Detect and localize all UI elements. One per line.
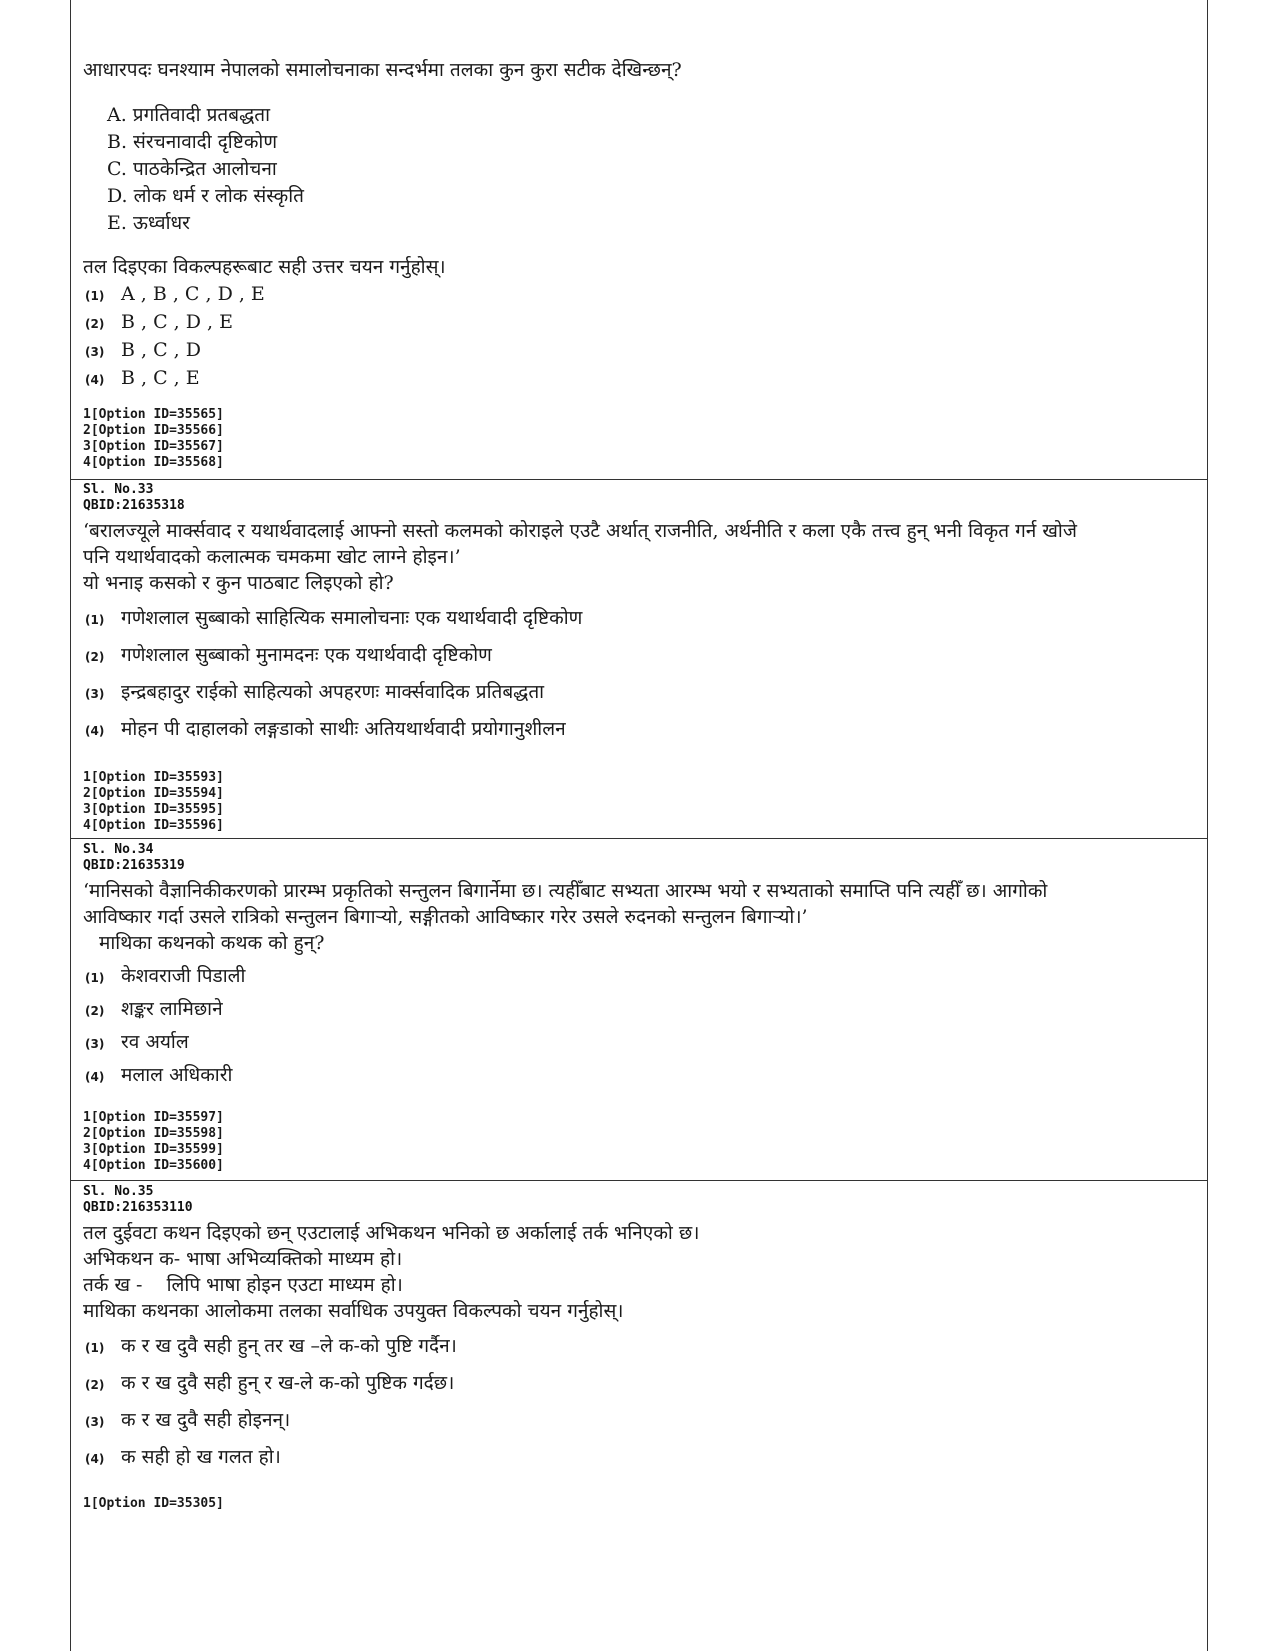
question-line: तल दुईवटा कथन दिइएको छन् एउटालाई अभिकथन भनिको छ अर्कालाई तर्क भनिएको छ। [83, 1222, 700, 1244]
question-35 [71, 1184, 1207, 1512]
choice-text: शङ्कर लामिछाने [121, 998, 223, 1020]
option-id-list [83, 1110, 1207, 1174]
choice-text: B , C , D , E [121, 311, 233, 333]
question-34 [71, 842, 1207, 1174]
choice-number: (1) [85, 1341, 105, 1355]
choice-4[interactable] [83, 715, 1207, 752]
question-bank-id: QBID:21635319 [83, 858, 185, 873]
question-header [83, 482, 1207, 514]
choice-3[interactable] [83, 678, 1207, 715]
choice-number: (1) [85, 289, 105, 303]
serial-number: Sl. No.35 [83, 1184, 154, 1199]
choice-text: क सही हो ख गलत हो। [121, 1446, 281, 1468]
option-id: 2[Option ID=35594] [83, 786, 224, 801]
choice-1[interactable] [83, 1332, 1207, 1369]
choice-text: A , B , C , D , E [121, 283, 265, 305]
serial-number: Sl. No.34 [83, 842, 154, 857]
choice-text: इन्द्रबहादुर राईको साहित्यको अपहरणः मार्क्सवादिक प्रतिबद्धता [121, 681, 545, 703]
statement-b: B. संरचनावादी दृष्टिकोण [107, 131, 278, 153]
choice-text: क र ख दुवै सही होइनन्। [121, 1409, 291, 1431]
choice-1[interactable] [83, 604, 1207, 641]
choice-number: (2) [85, 650, 105, 664]
choice-text: क र ख दुवै सही हुन् तर ख –ले क-को पुष्टि गर्दैन। [121, 1335, 457, 1357]
choice-number: (2) [85, 1004, 105, 1018]
question-header [83, 1184, 1207, 1216]
option-id: 2[Option ID=35598] [83, 1126, 224, 1141]
option-id: 4[Option ID=35568] [83, 455, 224, 470]
section-divider [71, 838, 1207, 839]
choice-number: (3) [85, 687, 105, 701]
choice-text: रव अर्याल [121, 1031, 189, 1053]
option-id: 4[Option ID=35600] [83, 1158, 224, 1173]
option-id-list [83, 407, 1207, 471]
statement-a: A. प्रगतिवादी प्रतबद्धता [107, 104, 271, 126]
option-id: 4[Option ID=35596] [83, 818, 224, 833]
choice-text: गणेशलाल सुब्बाको मुनामदनः एक यथार्थवादी दृष्टिकोण [121, 644, 492, 666]
choice-list [83, 1332, 1207, 1480]
option-id: 1[Option ID=35565] [83, 407, 224, 422]
choice-2[interactable] [83, 311, 1207, 339]
choice-2[interactable] [83, 995, 1207, 1028]
choice-3[interactable] [83, 339, 1207, 367]
choice-2[interactable] [83, 1369, 1207, 1406]
choice-number: (3) [85, 345, 105, 359]
question-32 [71, 56, 1207, 471]
question-stem: आधारपदः घनश्याम नेपालको समालोचनाका सन्दर्भमा तलका कुन कुरा सटीक देखिन्छन्? [83, 59, 682, 81]
statement-c: C. पाठकेन्द्रित आलोचना [107, 158, 277, 180]
question-line: तर्क ख - लिपि भाषा होइन एउटा माध्यम हो। [83, 1274, 403, 1296]
option-id-list [83, 770, 1207, 834]
option-id: 1[Option ID=35305] [83, 1496, 224, 1511]
choice-number: (2) [85, 1378, 105, 1392]
question-line: माथिका कथनको कथक को हुन्? [99, 932, 325, 954]
choice-1[interactable] [83, 283, 1207, 311]
question-line: अभिकथन क- भाषा अभिव्यक्तिको माध्यम हो। [83, 1248, 403, 1270]
choice-text: मलाल अधिकारी [121, 1064, 233, 1086]
section-divider [71, 479, 1207, 480]
question-bank-id: QBID:21635318 [83, 498, 185, 513]
question-line: यो भनाइ कसको र कुन पाठबाट लिइएको हो? [83, 572, 394, 594]
question-line: माथिका कथनका आलोकमा तलका सर्वाधिक उपयुक्त विकल्पको चयन गर्नुहोस्। [83, 1300, 624, 1322]
question-text [83, 878, 1207, 956]
choice-4[interactable] [83, 1061, 1207, 1094]
question-text [83, 1220, 1207, 1324]
choice-number: (1) [85, 613, 105, 627]
choice-text: गणेशलाल सुब्बाको साहित्यिक समालोचनाः एक यथार्थवादी दृष्टिकोण [121, 607, 583, 629]
statement-d: D. लोक धर्म र लोक संस्कृति [107, 185, 304, 207]
statement-list [83, 102, 1207, 237]
choice-list [83, 604, 1207, 752]
choice-text: B , C , D [121, 339, 201, 361]
option-id: 2[Option ID=35566] [83, 423, 224, 438]
choice-number: (3) [85, 1037, 105, 1051]
option-id-list [83, 1496, 1207, 1512]
choice-number: (1) [85, 971, 105, 985]
option-id: 1[Option ID=35593] [83, 770, 224, 785]
choice-4[interactable] [83, 367, 1207, 395]
choice-list [83, 962, 1207, 1094]
choice-2[interactable] [83, 641, 1207, 678]
choice-number: (4) [85, 1070, 105, 1084]
option-id: 3[Option ID=35567] [83, 439, 224, 454]
choice-text: मोहन पी दाहालको लङ्गडाको साथीः अतियथार्थवादी प्रयोगानुशीलन [121, 718, 566, 740]
instruction-text: तल दिइएका विकल्पहरूबाट सही उत्तर चयन गर्नुहोस्। [83, 256, 446, 278]
choice-number: (3) [85, 1415, 105, 1429]
choice-text: केशवराजी पिडाली [121, 965, 246, 987]
choice-number: (4) [85, 724, 105, 738]
choice-4[interactable] [83, 1443, 1207, 1480]
question-line: आविष्कार गर्दा उसले रात्रिको सन्तुलन बिगार्‍यो, सङ्गीतको आविष्कार गरेर उसले रुदनको सन्तुलन बिगार्‍यो।’ [83, 906, 808, 928]
section-divider [71, 1180, 1207, 1181]
choice-text: B , C , E [121, 367, 200, 389]
choice-3[interactable] [83, 1406, 1207, 1443]
choice-text: क र ख दुवै सही हुन् र ख-ले क-को पुष्टिक गर्दछ। [121, 1372, 455, 1394]
statement-e: E. ऊर्ध्वाधर [107, 212, 190, 234]
question-bank-id: QBID:216353110 [83, 1200, 193, 1215]
option-id: 3[Option ID=35599] [83, 1142, 224, 1157]
question-line: ‘मानिसको वैज्ञानिकीकरणको प्रारम्भ प्रकृतिको सन्तुलन बिगार्नेमा छ। त्यहीँबाट सभ्यता आरम्भ भयो र सभ्यताको समाप्ति पनि त्यहीँ छ। आगोको [83, 880, 1048, 902]
choice-3[interactable] [83, 1028, 1207, 1061]
choice-number: (2) [85, 317, 105, 331]
option-id: 1[Option ID=35597] [83, 1110, 224, 1125]
choice-number: (4) [85, 373, 105, 387]
choice-1[interactable] [83, 962, 1207, 995]
question-line: पनि यथार्थवादको कलात्मक चमकमा खोट लाग्ने होइन।’ [83, 546, 461, 568]
choice-list [83, 283, 1207, 395]
question-paper-frame [70, 0, 1208, 1651]
choice-number: (4) [85, 1452, 105, 1466]
question-header [83, 842, 1207, 874]
question-text [83, 518, 1207, 596]
serial-number: Sl. No.33 [83, 482, 154, 497]
question-line: ‘बरालज्यूले मार्क्सवाद र यथार्थवादलाई आफ्नो सस्तो कलमको कोराइले एउटै अर्थात् राजनीति, अर्थनीति र कला एकै तत्त्व हुन् भनी विकृत गर्न खोजे [83, 520, 1077, 542]
option-id: 3[Option ID=35595] [83, 802, 224, 817]
question-33 [71, 482, 1207, 834]
